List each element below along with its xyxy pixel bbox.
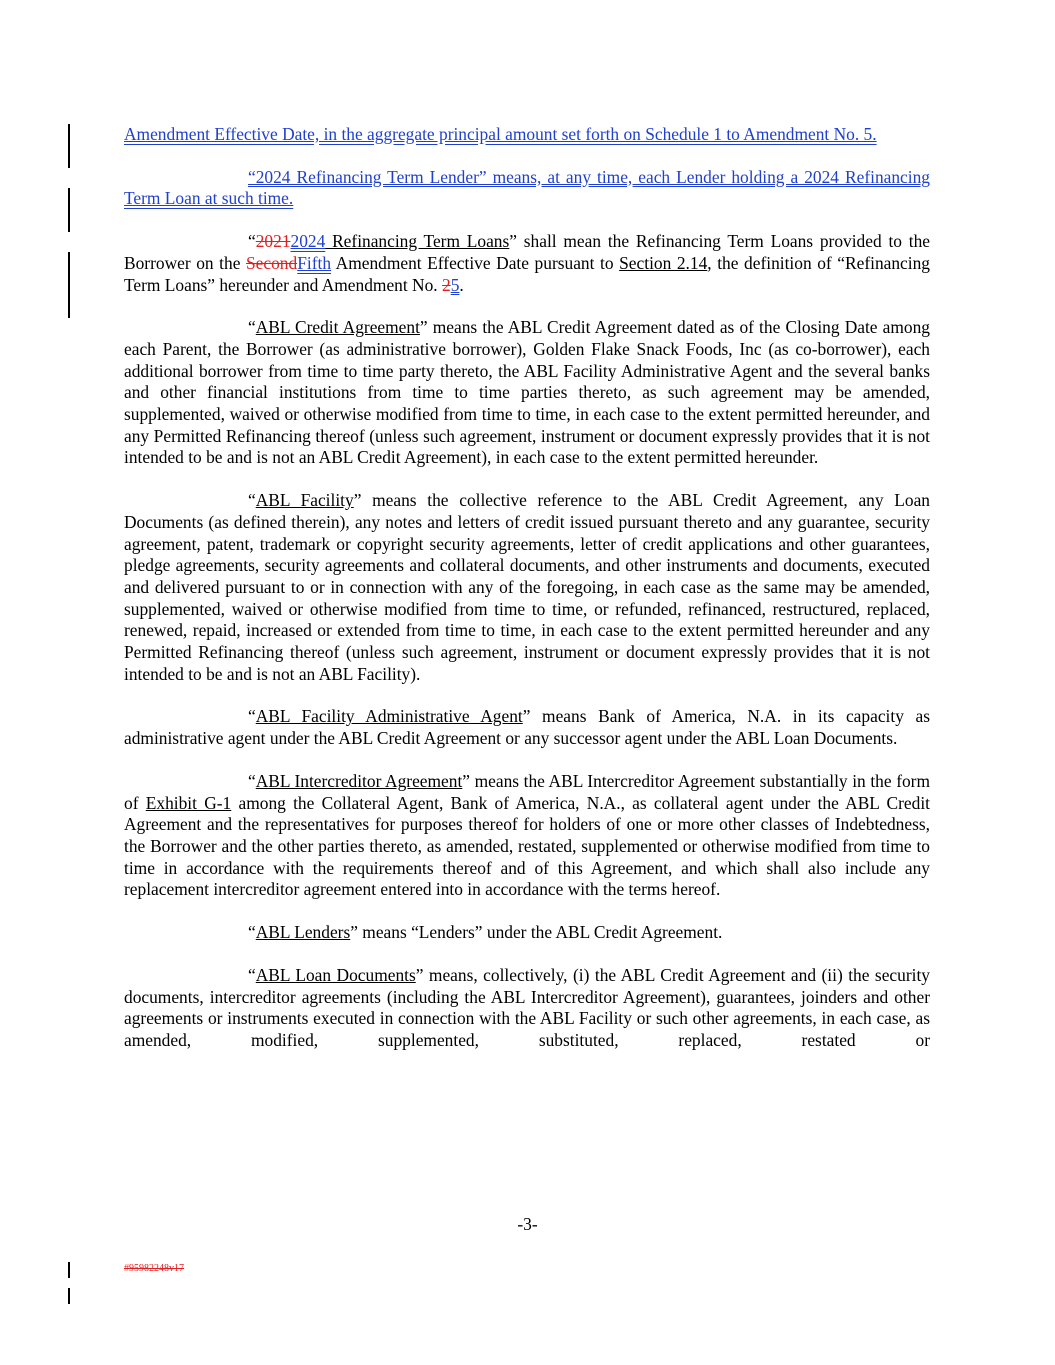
defined-term: ABL Credit Agreement — [255, 317, 420, 338]
change-bar — [68, 188, 70, 232]
open-quote: “ — [248, 964, 256, 985]
inserted-text: 2024 — [290, 231, 326, 252]
definition-abl-lenders — [124, 922, 930, 944]
defined-term: ABL Facility Administrative Agent — [255, 706, 523, 727]
defined-term: ABL Lenders — [255, 922, 351, 943]
defined-term: ABL Facility — [255, 490, 354, 511]
definition-text: ” means the ABL Credit Agreement dated as of the Closing Date among each Parent, the Borrower (as administrative borrower), Golden Flake Snack Foods, Inc (as co-borrower), each additional borrower from time to time party thereto, the ABL Facility Administrative Agent and the several banks and other financial institutions from time to time parties thereto, as such agreement may be amended, supplemented, waived or otherwise modified from time to time, in each case to the extent permitted hereunder, and any Permitted Refinancing thereof (unless such agreement, instrument or document expressly provides that it is not intended to be and is not an ABL Credit Agreement), in each case to the extent permitted hereunder. — [124, 317, 930, 468]
change-bar — [68, 252, 70, 318]
definition-text: ” means the collective reference to the ABL Credit Agreement, any Loan Documents (as defined therein), any notes and letters of credit issued pursuant thereto and any guarantee, security agreement, patent, trademark or copyright security agreements, letter of credit applications and other guarantees, pledge agreements, security agreements and collateral documents, and other instruments and documents, executed and delivered pursuant to or in connection with any of the foregoing, in each case as the same may be amended, supplemented, waived or otherwise modified from time to time, or refunded, refinanced, restructured, replaced, renewed, repaid, increased or extended from time to time, in each case to the extent permitted hereunder and any Permitted Refinancing thereof (unless such agreement, instrument or document expressly provides that it is not intended to be and is not an ABL Facility). — [124, 490, 931, 684]
change-bar — [68, 1288, 70, 1304]
exhibit-reference: Exhibit G-1 — [145, 792, 232, 813]
defined-term: ABL Loan Documents — [255, 964, 416, 985]
deleted-text: 2 — [442, 274, 451, 295]
open-quote: “ — [248, 490, 256, 511]
open-quote: “ — [248, 231, 256, 252]
definition-text: ” means Bank of America, N.A. in its capacity as administrative agent under the ABL Credit Agreement or any successor agent under the ABL Loan Documents. — [124, 706, 930, 749]
section-reference: Section 2.14 — [619, 252, 708, 273]
inserted-text: Amendment Effective Date, in the aggregate principal amount set forth on Schedule 1 to Amendment No. 5. — [124, 124, 877, 144]
inserted-text: 5 — [450, 274, 460, 295]
defined-term: ABL Intercreditor Agreement — [255, 770, 463, 791]
definition-text: . — [459, 274, 464, 295]
deleted-text: Second — [246, 252, 298, 273]
definition-abl-facility-administrative-agent — [124, 706, 930, 749]
definition-abl-facility — [124, 490, 930, 685]
open-quote: “ — [248, 770, 256, 791]
definition-abl-loan-documents — [124, 965, 930, 1052]
definition-2024-refinancing-term-lender — [124, 167, 930, 210]
defined-term: Refinancing Term Loans — [325, 231, 510, 252]
definition-text: ” shall mean the Refinancing Term Loans provided to the Borrower on the — [124, 231, 931, 273]
document-id: #95982248v17 — [124, 1263, 184, 1274]
definition-text: among the Collateral Agent, Bank of America, N.A., as collateral agent under the ABL Credit Agreement and the representatives for purposes thereof for holders of one or more other classes of Indebtedness, the Borrower and the other parties thereto, as amended, restated, supplemented or otherwise modified from time to time in accordance with the requirements thereof and of this Agreement, and which shall also include any replacement intercreditor agreement entered into in accordance with the terms hereof. — [124, 792, 930, 900]
inserted-text: Fifth — [297, 252, 332, 273]
definition-text: , the definition of “Refinancing Term Loans” hereunder and Amendment No. — [124, 252, 930, 295]
page-number: -3- — [517, 1214, 538, 1234]
deleted-text: 2021 — [255, 231, 291, 252]
definition-refinancing-term-loans — [124, 231, 930, 296]
definition-abl-intercreditor-agreement — [124, 771, 930, 901]
definition-text: Amendment Effective Date pursuant to — [331, 252, 620, 273]
definition-text: ” means “Lenders” under the ABL Credit Agreement. — [350, 922, 723, 943]
change-bar — [68, 1262, 70, 1278]
open-quote: “ — [248, 922, 256, 943]
document-body — [124, 124, 930, 1073]
open-quote: “ — [248, 706, 256, 727]
definition-text: ” means the ABL Intercreditor Agreement substantially in the form of — [124, 770, 930, 813]
paragraph-amendment-continuation — [124, 124, 930, 146]
definition-abl-credit-agreement — [124, 317, 930, 469]
definition-text: ” means, collectively, (i) the ABL Credit Agreement and (ii) the security documents, intercreditor agreements (including the ABL Intercreditor Agreement), guarantees, joinders and other agreements or instruments executed in connection with the ABL Facility or such other agreements, in each case, as amended, modified, supplemented, substituted, replaced, restated or — [124, 964, 930, 1050]
inserted-text: “2024 Refinancing Term Lender” means, at any time, each Lender holding a 2024 Refinancing Term Loan at such time. — [124, 166, 930, 209]
change-bar — [68, 124, 70, 168]
open-quote: “ — [248, 317, 256, 338]
